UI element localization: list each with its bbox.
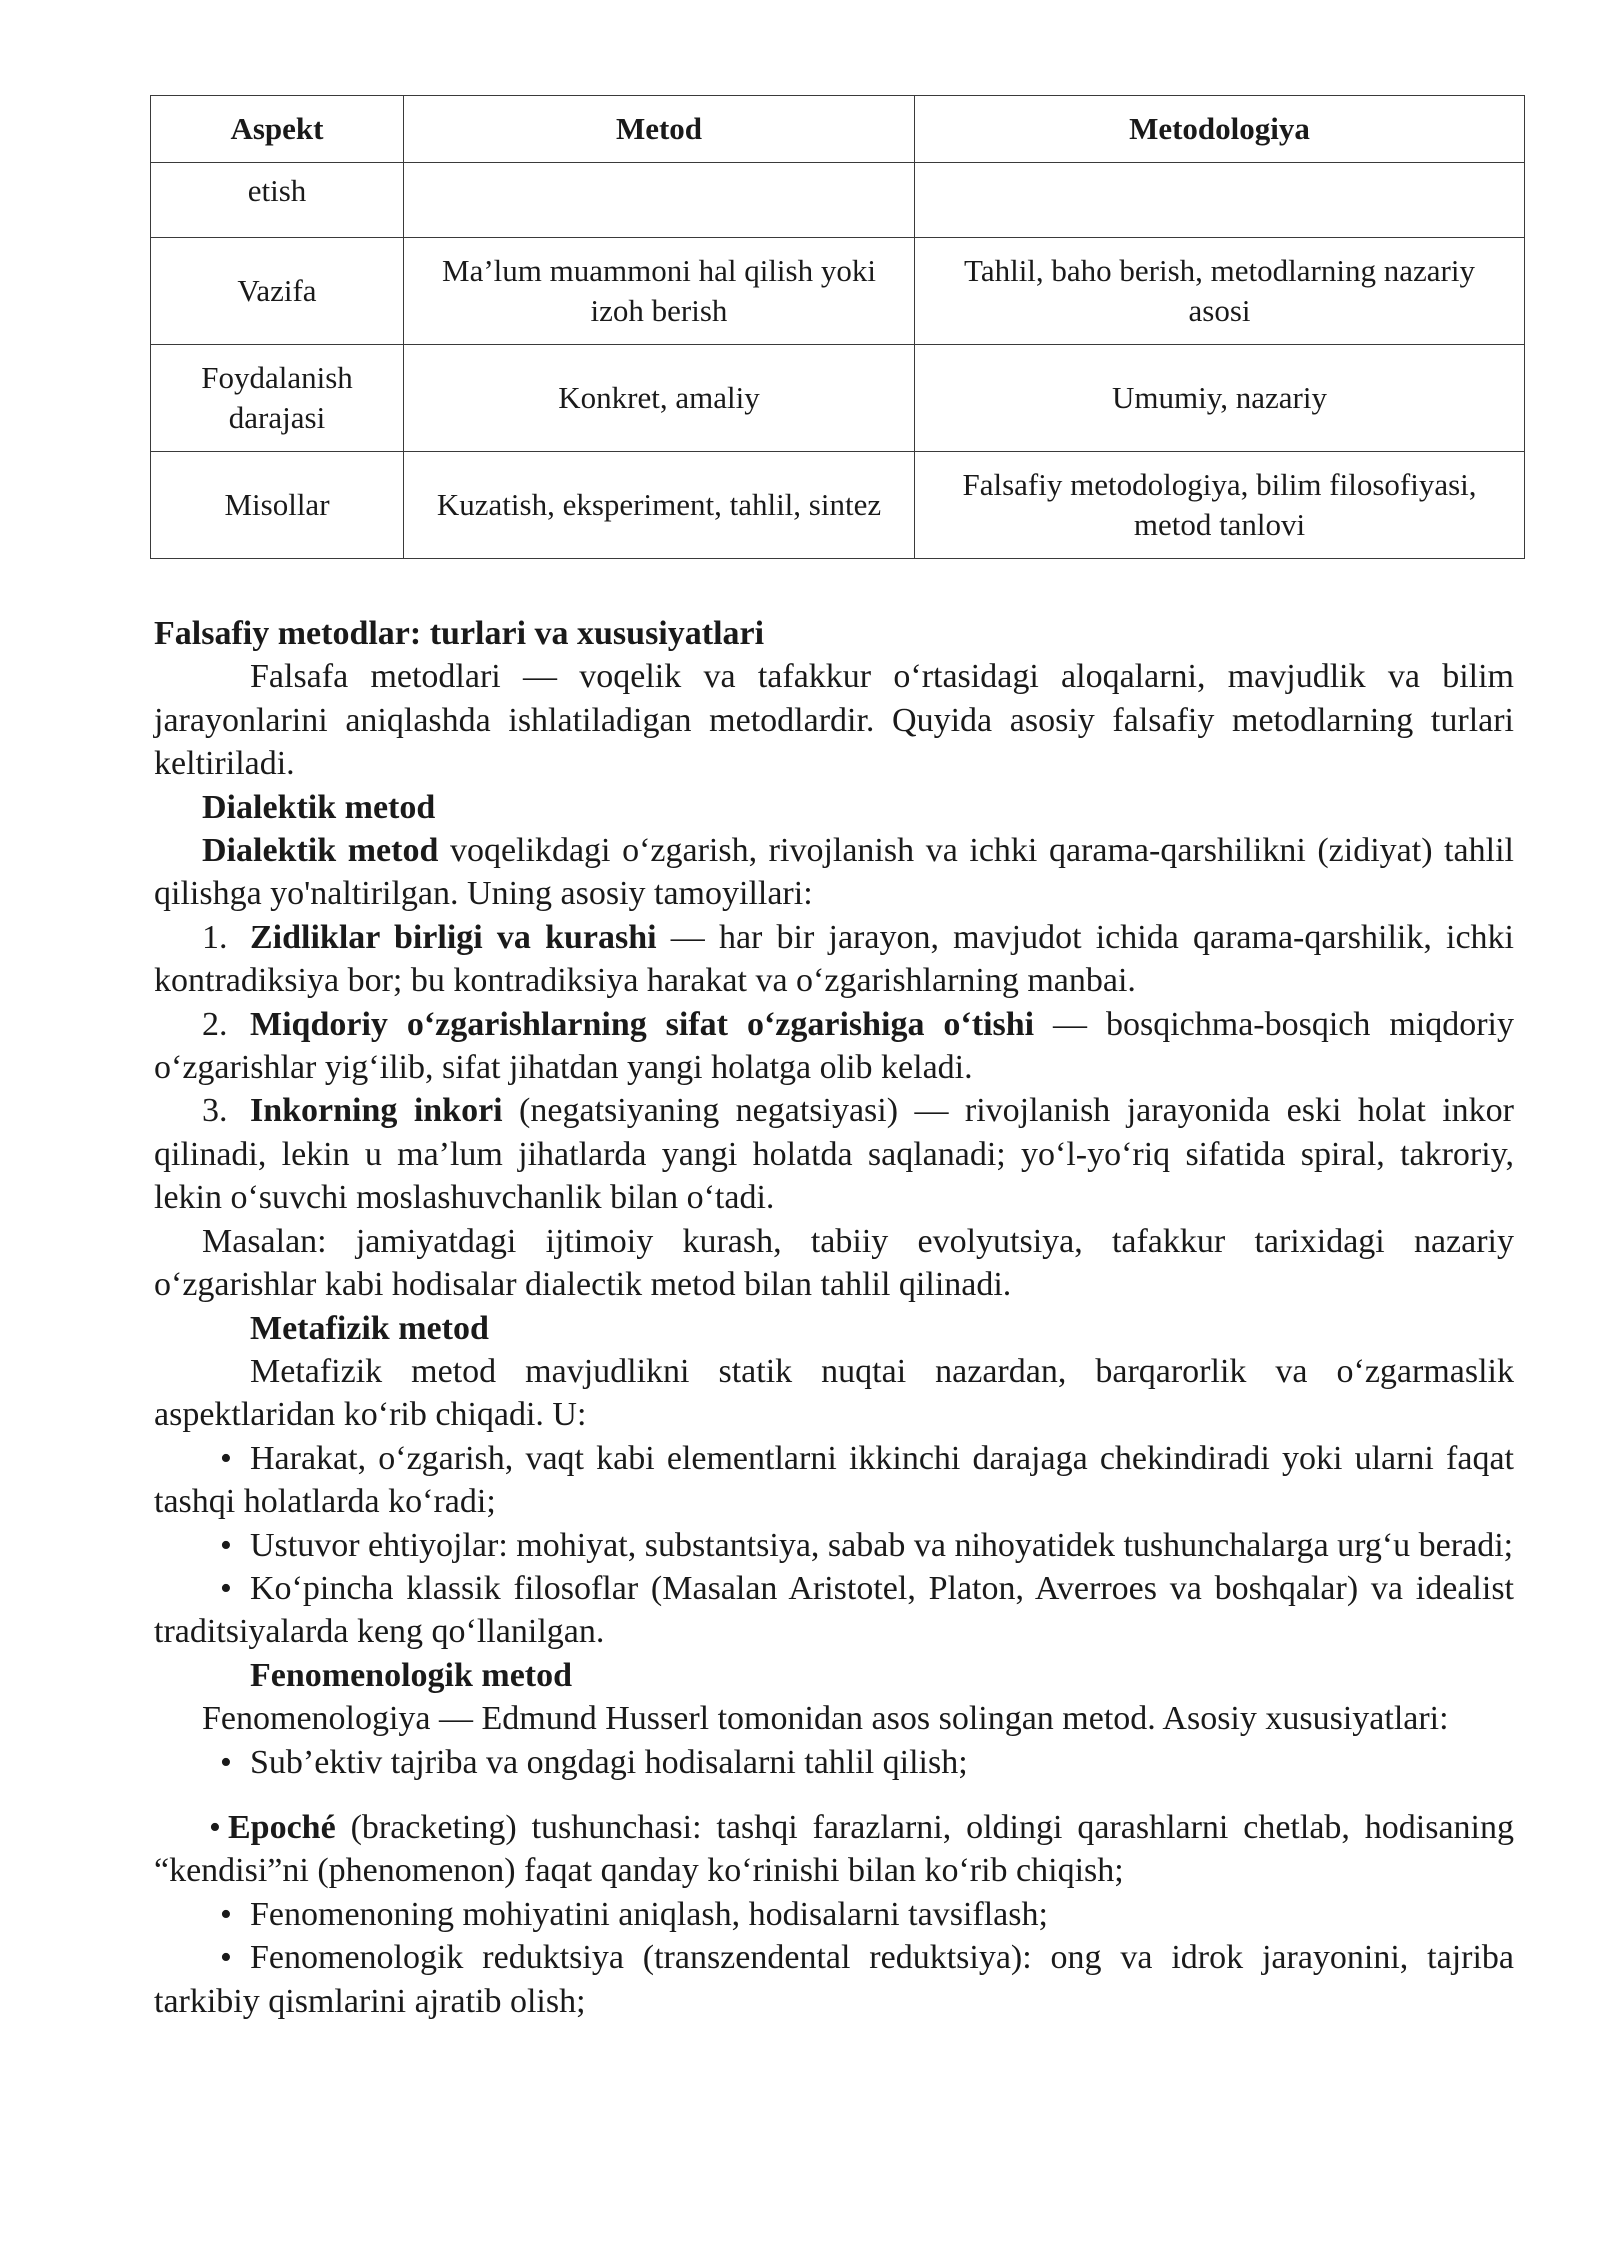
table-cell (404, 163, 915, 238)
numbered-item-3 (154, 1089, 1514, 1219)
metaphysic-intro: Metafizik metod mavjudlikni statik nuqtai nazardan, barqarorlik va o‘zgarmaslik aspektlaridan ko‘rib chiqadi. U: (154, 1352, 1514, 1434)
comparison-table (150, 95, 1525, 559)
bullet-icon: • (220, 1526, 232, 1564)
item-text: (negatsiyaning negatsiyasi) — rivojlanish jarayonida eski holat inkor qilinadi, lekin u ma’lum jihatlarda yangi holatda saqlanadi; yo‘l-yo‘riq sifatida spiral, takroriy, lekin o‘suvchi moslashuvchanlik bilan o‘tadi. (154, 1092, 1515, 1217)
table-cell: Misollar (151, 452, 404, 559)
dialectic-heading: Dialektik metod (202, 788, 436, 826)
table-row (151, 452, 1525, 559)
bullet-item (154, 1524, 1514, 1567)
table-cell: Tahlil, baho berish, metodlarning nazariy asosi (915, 238, 1525, 345)
table-cell: Vazifa (151, 238, 404, 345)
bullet-icon: • (220, 1439, 232, 1477)
bullet-item (154, 1893, 1514, 1936)
table-cell: Konkret, amaliy (404, 345, 915, 452)
epoche-bold: Epoché (228, 1808, 336, 1846)
bullet-icon: • (220, 1895, 232, 1933)
item-bold: Inkorning inkori (250, 1092, 503, 1130)
bullet-text: Fenomenologik reduktsiya (transzendental reduktsiya): ong va idrok jarayonini, tajriba tarkibiy qismlarini ajratib olish; (154, 1939, 1514, 2020)
header-metodologiya: Metodologiya (915, 96, 1525, 163)
bullet-text: Harakat, o‘zgarish, vaqt kabi elementlarni ikkinchi darajaga chekindiradi yoki ularni faqat tashqi holatlarda ko‘radi; (154, 1439, 1514, 1521)
table-cell (915, 163, 1525, 238)
table-row (151, 345, 1525, 452)
table-cell: Ma’lum muammoni hal qilish yoki izoh berish (404, 238, 915, 345)
table-cell: Umumiy, nazariy (915, 345, 1525, 452)
item-number: 3. (202, 1092, 228, 1130)
bullet-text: Fenomenoning mohiyatini aniqlash, hodisalarni tavsiflash; (250, 1895, 1048, 1933)
bullet-icon: • (209, 1808, 221, 1846)
table-cell: Falsafiy metodologiya, bilim filosofiyasi, metod tanlovi (915, 452, 1525, 559)
document-body (154, 612, 1514, 2023)
item-text: — bosqichma-bosqich miqdoriy o‘zgarishlar yig‘ilib, sifat jihatdan yangi holatga olib keladi. (154, 1005, 1514, 1087)
table-cell: etish (151, 163, 404, 238)
bullet-text: Ko‘pincha klassik filosoflar (Masalan Aristotel, Platon, Averroes va boshqalar) va idealist traditsiyalarda keng qo‘llanilgan. (154, 1569, 1514, 1651)
section-title: Falsafiy metodlar: turlari va xususiyatlari (154, 615, 765, 652)
bullet-item (154, 1567, 1514, 1654)
item-number: 1. (202, 918, 228, 956)
header-aspekt: Aspekt (151, 96, 404, 163)
bullet-item (154, 1437, 1514, 1524)
metaphysic-heading: Metafizik metod (250, 1309, 489, 1347)
phenomenology-heading: Fenomenologik metod (250, 1656, 573, 1694)
example-paragraph: Masalan: jamiyatdagi ijtimoiy kurash, tabiiy evolyutsiya, tafakkur tarixidagi nazariy o‘zgarishlar kabi hodisalar dialectik metod bilan tahlil qilinadi. (154, 1222, 1514, 1304)
dialectic-lead-text: voqelikdagi o‘zgarish, rivojlanish va ichki qarama-qarshilikni (zidiyat) tahlil qilishga yo'naltirilgan. Uning asosiy tamoyillari: (154, 832, 1514, 913)
bullet-icon: • (220, 1743, 232, 1781)
phenomenology-intro: Fenomenologiya — Edmund Husserl tomonidan asos solingan metod. Asosiy xususiyatlari: (202, 1700, 1449, 1738)
dialectic-lead-paragraph (154, 829, 1514, 916)
numbered-item-2 (154, 1003, 1514, 1090)
dialectic-lead-bold: Dialektik metod (202, 832, 439, 870)
header-metod: Metod (404, 96, 915, 163)
bullet-item (154, 1936, 1514, 2023)
intro-paragraph: Falsafa metodlari — voqelik va tafakkur o‘rtasidagi aloqalarni, mavjudlik va bilim jarayonlarini aniqlashda ishlatiladigan metodlardir. Quyida asosiy falsafiy metodlarning turlari keltiriladi. (154, 658, 1514, 783)
item-bold: Miqdoriy o‘zgarishlarning sifat o‘zgarishiga o‘tishi (250, 1005, 1035, 1043)
table-cell: Kuzatish, eksperiment, tahlil, sintez (404, 452, 915, 559)
epoche-text: (bracketing) tushunchasi: tashqi farazlarni, oldingi qarashlarni chetlab, hodisaning “kendisi”ni (phenomenon) faqat qanday ko‘rinishi bilan ko‘rib chiqish; (154, 1808, 1514, 1890)
table-cell: Foydalanish darajasi (151, 345, 404, 452)
bullet-item (154, 1741, 1514, 1784)
numbered-item-1 (154, 916, 1514, 1003)
item-text: — har bir jarayon, mavjudot ichida qarama-qarshilik, ichki kontradiksiya bor; bu kontradiksiya harakat va o‘zgarishlarning manbai. (154, 918, 1515, 1000)
item-bold: Zidliklar birligi va kurashi (250, 918, 657, 956)
table-header-row (151, 96, 1525, 163)
bullet-text: Ustuvor ehtiyojlar: mohiyat, substantsiya, sabab va nihoyatidek tushunchalarga urg‘u beradi; (250, 1526, 1514, 1564)
bullet-icon: • (220, 1939, 232, 1977)
table-row (151, 238, 1525, 345)
table-row (151, 163, 1525, 238)
bullet-item-epoche (154, 1806, 1514, 1893)
item-number: 2. (202, 1005, 228, 1043)
bullet-icon: • (220, 1569, 232, 1607)
bullet-text: Sub’ektiv tajriba va ongdagi hodisalarni tahlil qilish; (250, 1743, 968, 1781)
